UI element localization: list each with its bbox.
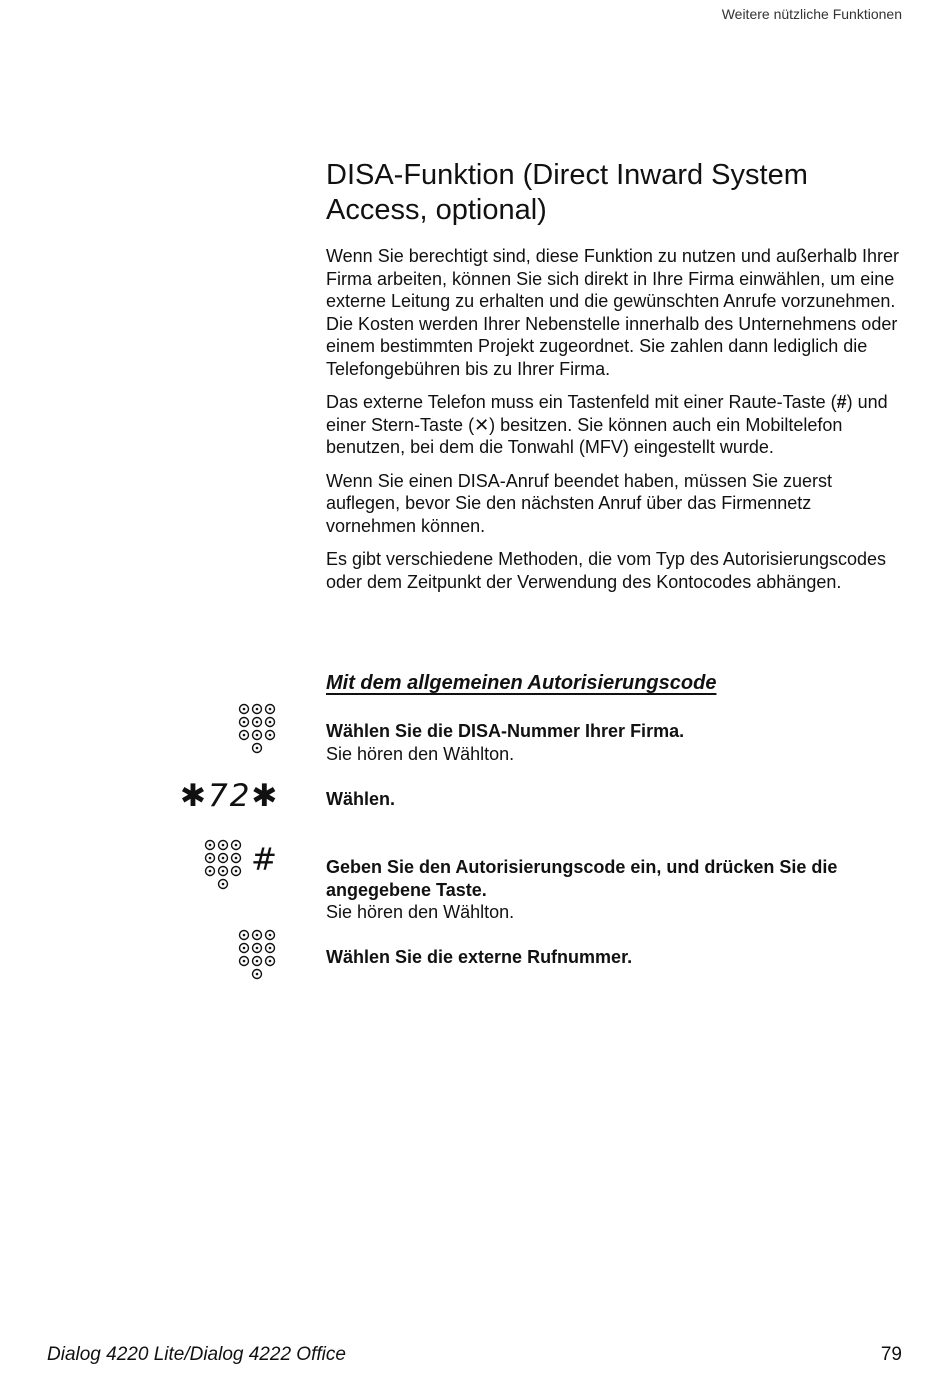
- step-3: [326, 856, 906, 924]
- step-3-note: Sie hören den Wählton.: [326, 902, 515, 922]
- keypad-icon: [204, 839, 246, 893]
- paragraph-2-part-c: ) besitzen. Sie können auch ein Mobiltelefon benutzen, bei dem die Tonwahl (MFV) eingestellt wurde.: [326, 414, 843, 457]
- page-title: DISA-Funktion (Direct Inward System Access, optional): [326, 159, 808, 226]
- step-2-instruction: Wählen.: [326, 789, 396, 809]
- step-3-instruction: Geben Sie den Autorisierungscode ein, und drücken Sie die angegebene Taste.: [326, 857, 838, 900]
- page-number: 79: [880, 1344, 902, 1365]
- step-1-note: Sie hören den Wählton.: [326, 743, 515, 764]
- paragraph-2: [326, 391, 906, 459]
- hash-icon: #: [251, 842, 277, 878]
- step-1-instruction: Wählen Sie die DISA-Nummer Ihrer Firma.: [326, 721, 685, 741]
- running-header: Weitere nützliche Funktionen: [721, 6, 902, 22]
- section-heading: Mit dem allgemeinen Autorisierungscode: [326, 672, 717, 694]
- keypad-icon: [238, 703, 280, 757]
- paragraph-4: Es gibt verschiedene Methoden, die vom Typ des Autorisierungscodes oder dem Zeitpunkt der Verwendung des Kontocodes abhängen.: [326, 549, 886, 592]
- star-key-icon: ✕: [474, 414, 490, 435]
- step-4: [326, 946, 906, 969]
- step-1: [326, 720, 906, 765]
- step-2: [326, 788, 906, 811]
- paragraph-2-part-b: ) und einer Stern-Taste (: [326, 392, 888, 435]
- footer-product: Dialog 4220 Lite/Dialog 4222 Office: [47, 1344, 346, 1365]
- paragraph-3: Wenn Sie einen DISA-Anruf beendet haben, müssen Sie zuerst auflegen, bevor Sie den nächsten Anruf über das Firmennetz vornehmen können.: [326, 470, 832, 536]
- intro-body: [326, 245, 906, 604]
- paragraph-1: Wenn Sie berechtigt sind, diese Funktion zu nutzen und außerhalb Ihrer Firma arbeiten, können Sie sich direkt in Ihre Firma einwählen, um eine externe Leitung zu erhalten und die gewünschten Anrufe vorzunehmen. Die Kosten werden Ihrer Nebenstelle innerhalb des Unternehmens oder einem bestimmten Projekt zugeordnet. Sie zahlen dann lediglich die Telefongebühren bis zu Ihrer Firma.: [326, 246, 900, 379]
- keypad-icon: [238, 929, 280, 983]
- step-4-instruction: Wählen Sie die externe Rufnummer.: [326, 947, 633, 967]
- hash-key-icon: #: [836, 392, 847, 412]
- code-icon: ✱72✱: [180, 778, 280, 814]
- paragraph-2-part-a: Das externe Telefon muss ein Tastenfeld mit einer Raute-Taste (: [326, 392, 837, 412]
